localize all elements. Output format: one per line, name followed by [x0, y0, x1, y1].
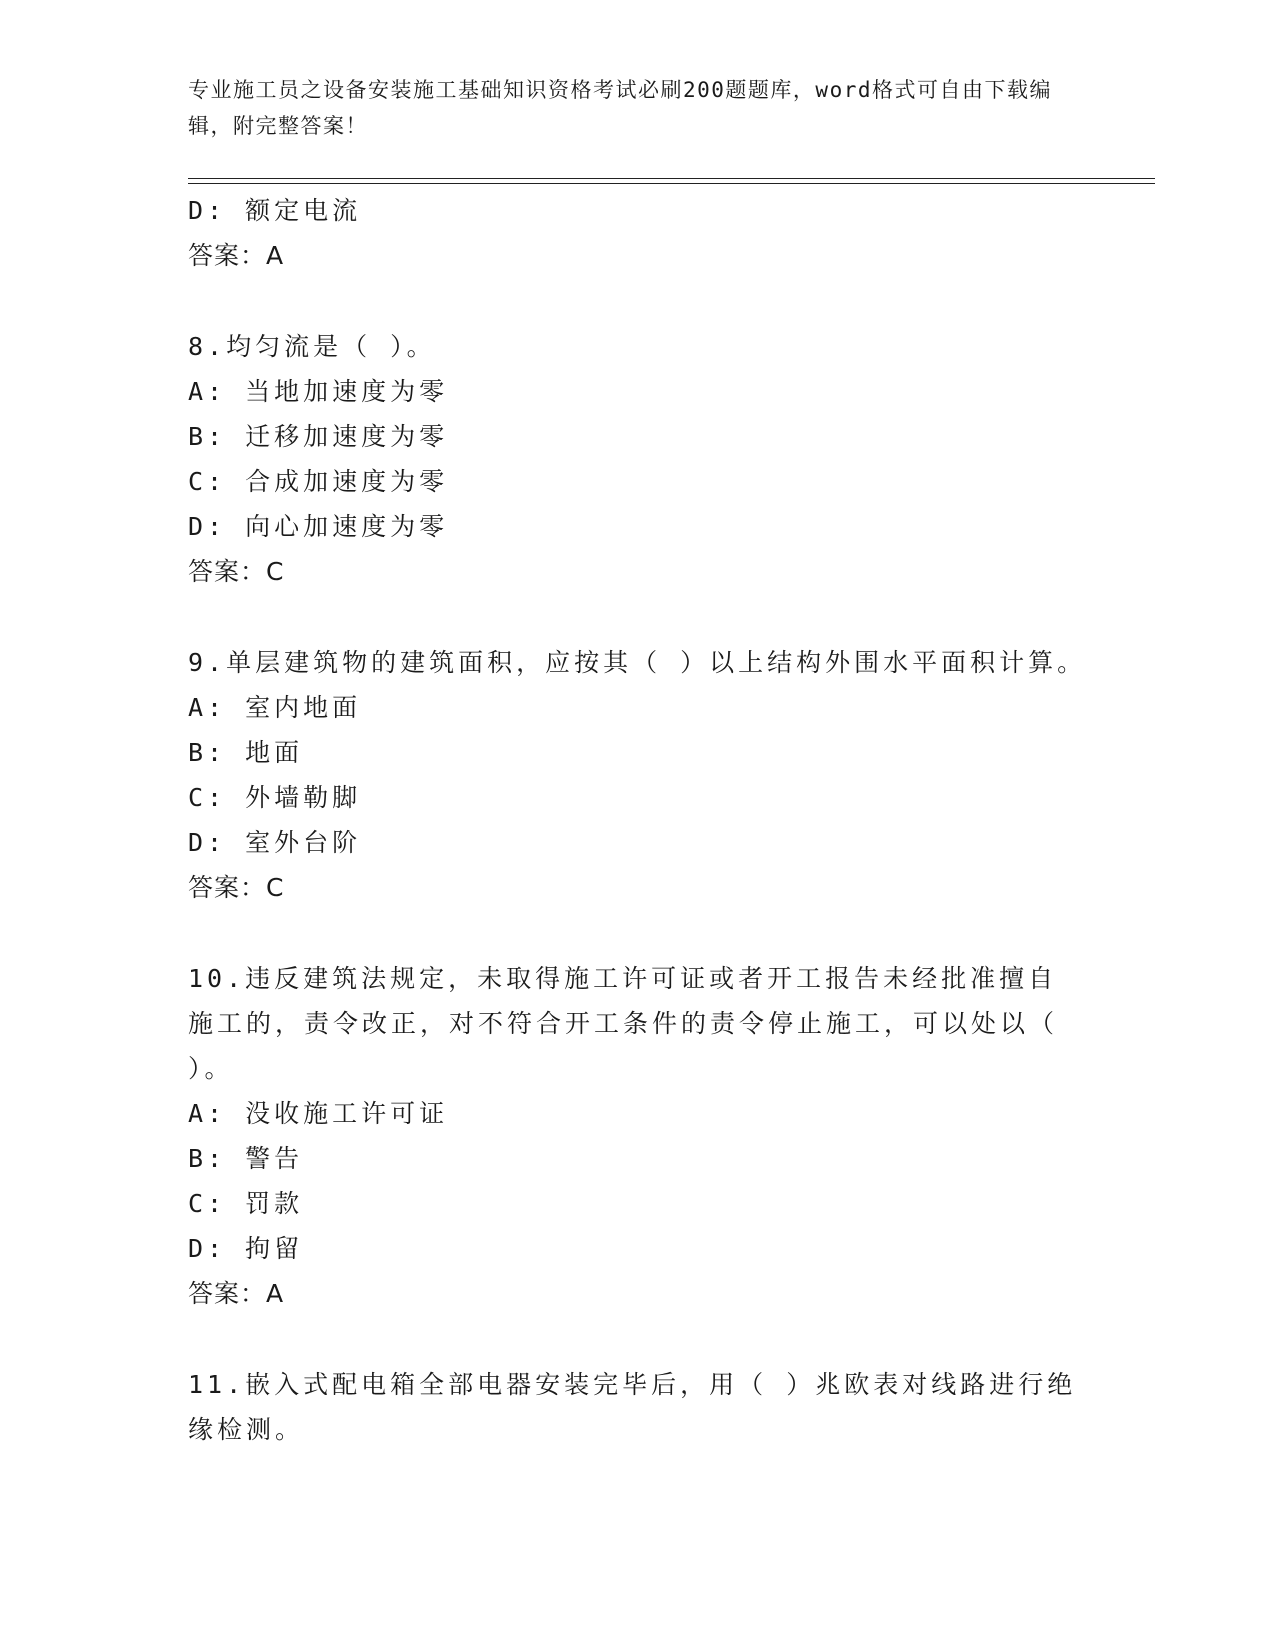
- option-b: B: 迁移加速度为零: [188, 422, 449, 451]
- question-stem: 9.单层建筑物的建筑面积，应按其（ ）以上结构外围水平面积计算。: [188, 648, 1087, 677]
- spacer: [188, 910, 1088, 956]
- option-c: C: 合成加速度为零: [188, 467, 449, 496]
- answer-line: 答案：A: [188, 241, 285, 270]
- question-content: [188, 188, 1088, 1452]
- option-c: C: 外墙勒脚: [188, 783, 362, 812]
- option-c: C: 罚款: [188, 1189, 304, 1218]
- option-a: A: 没收施工许可证: [188, 1099, 449, 1128]
- option-d: D: 拘留: [188, 1234, 304, 1263]
- option-b: B: 警告: [188, 1144, 304, 1173]
- question-9: [188, 640, 1088, 910]
- document-header: 专业施工员之设备安装施工基础知识资格考试必刷200题题库，word格式可自由下载编辑，附完整答案！: [188, 78, 1052, 138]
- option-d: D: 额定电流: [188, 196, 362, 225]
- spacer: [188, 1316, 1088, 1362]
- answer-line: 答案：C: [188, 873, 285, 902]
- header-divider: [188, 178, 1155, 179]
- spacer: [188, 594, 1088, 640]
- option-d: D: 向心加速度为零: [188, 512, 449, 541]
- question-stem: 11.嵌入式配电箱全部电器安装完毕后，用（ ）兆欧表对线路进行绝缘检测。: [188, 1370, 1077, 1444]
- spacer: [188, 278, 1088, 324]
- option-d: D: 室外台阶: [188, 828, 362, 857]
- answer-line: 答案：C: [188, 557, 285, 586]
- question-8: [188, 324, 1088, 594]
- option-a: A: 当地加速度为零: [188, 377, 449, 406]
- header-divider-double: [188, 183, 1155, 184]
- question-11: [188, 1362, 1088, 1452]
- option-a: A: 室内地面: [188, 693, 362, 722]
- answer-line: 答案：A: [188, 1279, 285, 1308]
- question-stem: 8.均匀流是（ ）。: [188, 332, 436, 361]
- question-10: [188, 956, 1088, 1316]
- question-stem: 10.违反建筑法规定，未取得施工许可证或者开工报告未经批准擅自施工的，责令改正，对不符合开工条件的责令停止施工，可以处以（ ）。: [188, 964, 1059, 1083]
- option-b: B: 地面: [188, 738, 304, 767]
